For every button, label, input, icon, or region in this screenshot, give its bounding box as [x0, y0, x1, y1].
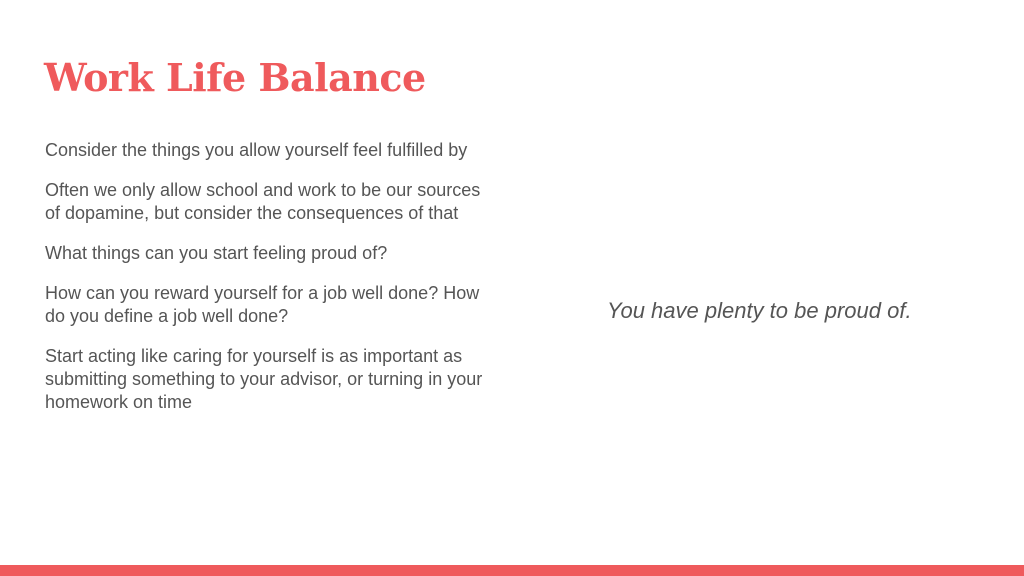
bullet-item-reward: How can you reward yourself for a job well done? How do you define a job well done? — [45, 283, 480, 326]
slide-title: Work Life Balance — [44, 55, 426, 100]
bullet-item-dopamine: Often we only allow school and work to be our sources of dopamine, but consider the consequences of that — [45, 180, 481, 223]
bullet-item-self-care: Start acting like caring for yourself is as important as submitting something to your advisor, or turning in your homework on time — [45, 346, 483, 412]
bullet-item-fulfilled: Consider the things you allow yourself feel fulfilled by — [45, 140, 468, 160]
accent-footer-bar — [0, 565, 1024, 576]
bullet-item-proud: What things can you start feeling proud of? — [45, 243, 388, 263]
bullet-list — [45, 139, 485, 431]
quote-text: You have plenty to be proud of. — [607, 298, 912, 323]
